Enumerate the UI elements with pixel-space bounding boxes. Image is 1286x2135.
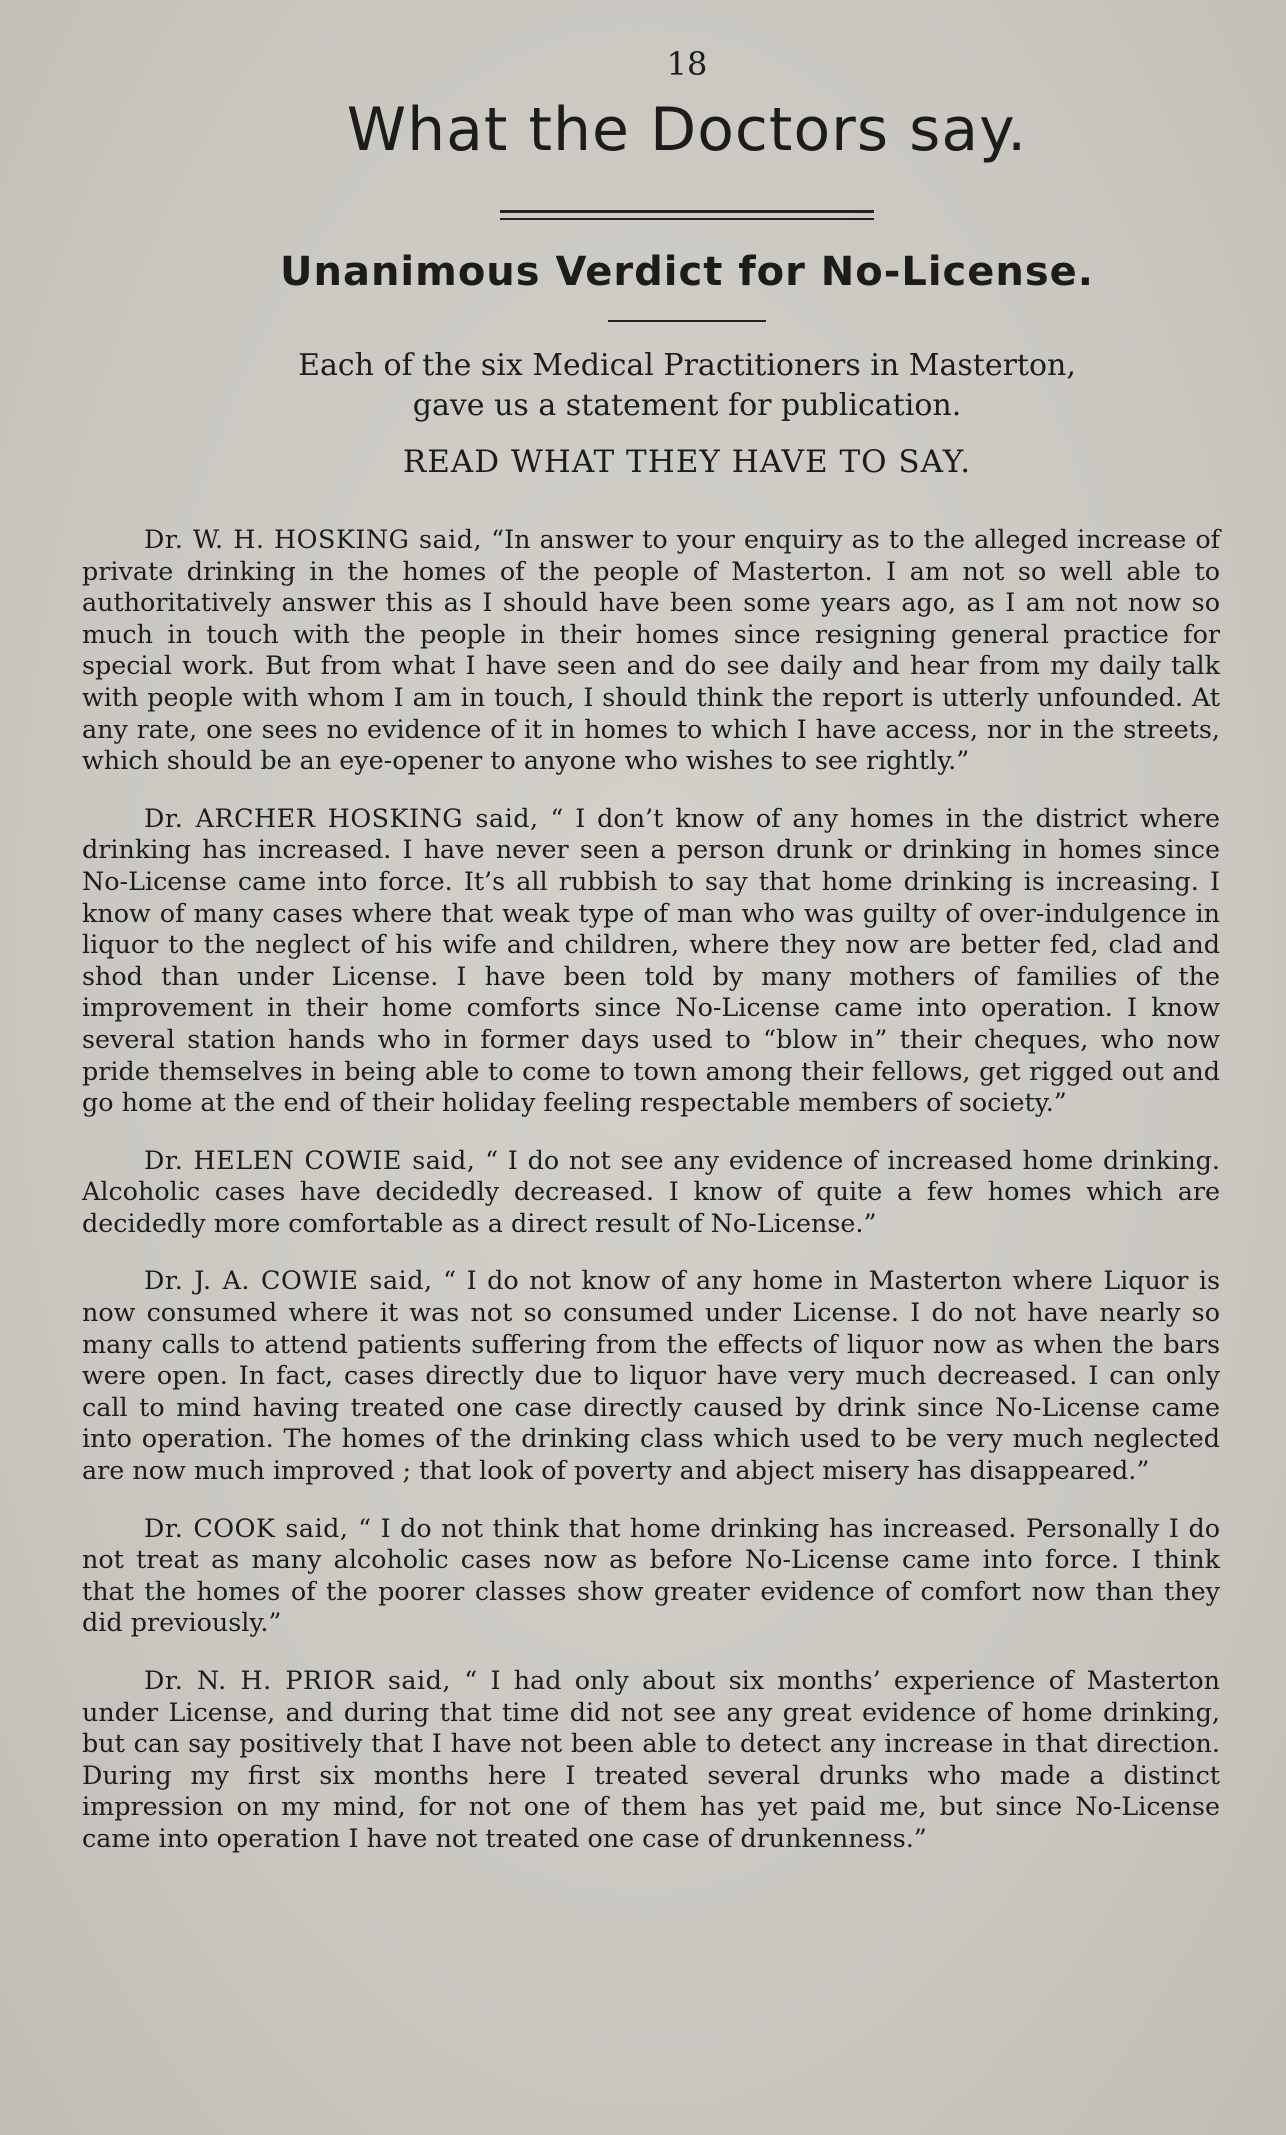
statement-cook — [82, 1513, 1220, 1639]
statement-speaker: Dr. J. A. COWIE said, — [144, 1265, 433, 1296]
statement-speaker: Dr. W. H. HOSKING said, — [144, 524, 483, 554]
statement-text: “ I don’t know of any homes in the district where drinking has increased. I have never seen a person drunk or drinking in homes since No-License came into force. It’s all rubbish to say that home drinking is increasing. I know of many cases where that weak type of man who was guilty of over-indulgence in liquor to the neglect of his wife and children, where they now are better fed, clad and shod than under License. I have been told by many mothers of families of the improvement in their home comforts since No-License came into operation. I know several station hands who in former days used to “blow in” their cheques, who now pride themselves in being able to come to town among their fellows, get rigged out and go home at the end of their holiday feeling respectable members of society.” — [82, 802, 1220, 1118]
intro-line-1: Each of the six Medical Practitioners in Masterton, — [298, 348, 1076, 383]
statement-w-h-hosking — [82, 524, 1220, 777]
statement-text: “ I do not see any evidence of increased home drinking. Alcoholic cases have decidedly decreased. I know of quite a few homes which are decidedly more comfortable as a direct result of No-License.” — [82, 1144, 1220, 1238]
intro-line-2: gave us a statement for publication. — [412, 388, 962, 423]
statement-archer-hosking — [82, 803, 1220, 1119]
statement-j-a-cowie — [82, 1265, 1220, 1486]
read-heading: READ WHAT THEY HAVE TO SAY. — [402, 444, 972, 480]
intro-text — [154, 346, 1220, 426]
statement-helen-cowie — [82, 1145, 1220, 1240]
statement-n-h-prior — [82, 1665, 1220, 1855]
statement-speaker: Dr. N. H. PRIOR said, — [144, 1665, 451, 1695]
subtitle-divider — [608, 320, 766, 322]
page-number: 18 — [666, 45, 708, 83]
subtitle: Unanimous Verdict for No-License. — [280, 249, 1094, 295]
statement-speaker: Dr. HELEN COWIE said, — [144, 1144, 476, 1175]
statements-list — [82, 524, 1220, 1855]
statement-speaker: Dr. COOK said, — [144, 1512, 349, 1543]
statement-text: “ I do not think that home drinking has increased. Personally I do not treat as many alcoholic cases now as before No-License came into force. I think that the homes of the poorer classes show greater evidence of comfort now than they did previously.” — [82, 1512, 1220, 1638]
page-title: What the Doctors say. — [346, 95, 1028, 165]
statement-text: “ I do not know of any home in Masterton where Liquor is now consumed where it was not so consumed under License. I do not have nearly so many calls to attend patients suffering from the effects of liquor now as when the bars were open. In fact, cases directly due to liquor have very much decreased. I can only call to mind having treated one case directly caused by drink since No-License came into operation. The homes of the drinking class which used to be very much neglected are now much improved ; that look of poverty and abject misery has disappeared.” — [82, 1265, 1221, 1486]
statement-text: “In answer to your enquiry as to the alleged increase of private drinking in the homes of the people of Masterton. I am not so well able to authoritatively answer this as I should have been some years ago, as I am not now so much in touch with the people in their homes since resigning general practice for special work. But from what I have seen and do see daily and hear from my daily talk with people with whom I am in touch, I should think the report is utterly unfounded. At any rate, one sees no evidence of it in homes to which I have access, nor in the streets, which should be an eye-opener to anyone who wishes to see rightly.” — [82, 524, 1221, 776]
title-divider — [500, 210, 874, 220]
statement-speaker: Dr. ARCHER HOSKING said, — [144, 802, 539, 833]
statement-text: “ I had only about six months’ experience of Masterton under License, and during that time did not see any great evidence of home drinking, but can say positively that I have not been able to detect any increase in that direction. During my first six months here I treated several drunks who made a distinct impression on my mind, for not one of them has yet paid me, but since No-License came into operation I have not treated one case of drunkenness.” — [82, 1665, 1221, 1853]
